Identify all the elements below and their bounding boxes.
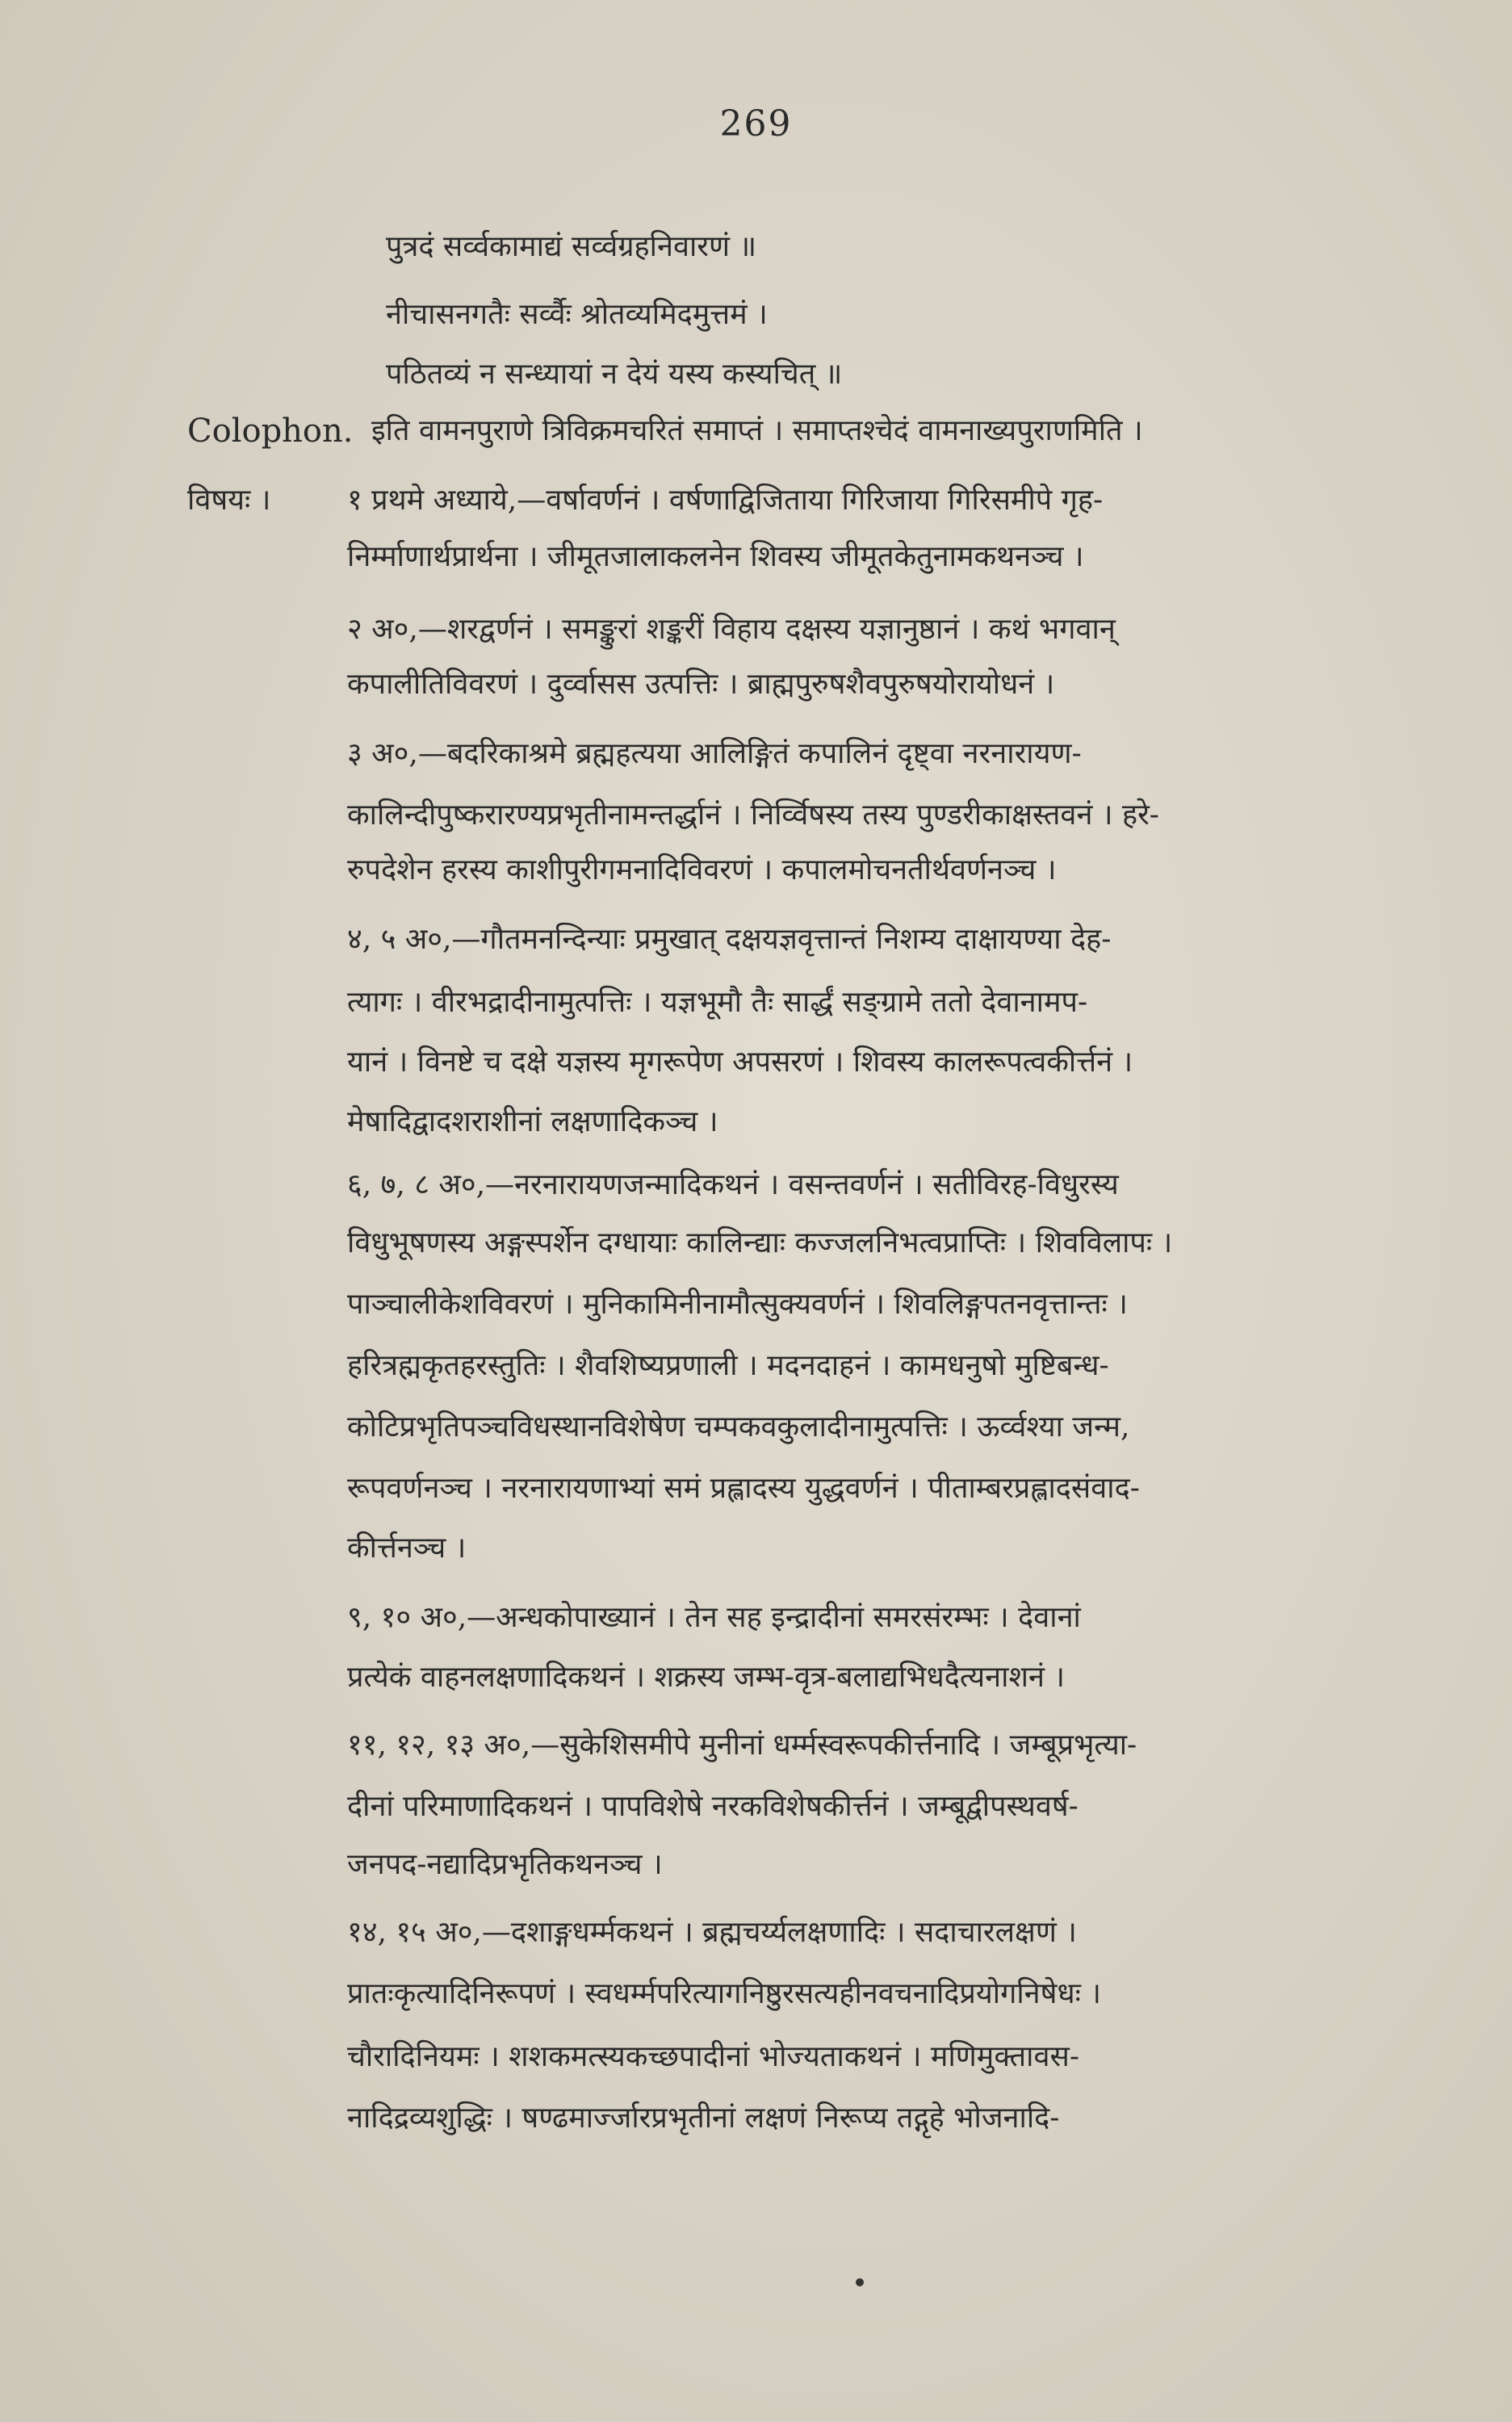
ink-dot — [856, 2278, 864, 2286]
contents-line: कीर्त्तनञ्च । — [347, 1532, 467, 1565]
contents-line: ६, ७, ८ अ०,—नरनारायणजन्मादिकथनं । वसन्तवर्णनं । सतीविरह-विधुरस्य — [347, 1168, 1119, 1201]
verse-line-3: पठितव्यं न सन्ध्यायां न देयं यस्य कस्यचित् ॥ — [386, 358, 843, 391]
verse-line-2: नीचासनगतैः सर्व्वैः श्रोतव्यमिदमुत्तमं । — [386, 298, 768, 331]
contents-line: १४, १५ अ०,—दशाङ्गधर्म्मकथनं । ब्रह्मचर्य्यलक्षणादिः । सदाचारलक्षणं । — [347, 1916, 1077, 1949]
contents-line: त्यागः । वीरभद्रादीनामुत्पत्तिः । यज्ञभूमौ तैः सार्द्धं सङ्ग्रामे ततो देवानामप- — [347, 986, 1088, 1019]
contents-line: १ प्रथमे अध्याये,—वर्षावर्णनं । वर्षणाद्विजिताया गिरिजाया गिरिसमीपे गृह- — [347, 484, 1104, 517]
contents-line: नादिद्रव्यशुद्धिः । षण्ढमार्ज्जारप्रभृतीनां लक्षणं निरूप्य तद्गृहे भोजनादि- — [347, 2101, 1060, 2135]
page-number: 269 — [719, 103, 793, 145]
colophon-label: Colophon. — [187, 413, 354, 450]
contents-line: जनपद-नद्यादिप्रभृतिकथनञ्च । — [347, 1848, 663, 1881]
contents-line: ४, ५ अ०,—गौतमनन्दिन्याः प्रमुखात् दक्षयज्ञवृत्तान्तं निशम्य दाक्षायण्या देह- — [347, 923, 1112, 956]
verse-line-1: पुत्रदं सर्व्वकामाद्यं सर्व्वग्रहनिवारणं ॥ — [386, 230, 757, 263]
contents-line: प्रत्येकं वाहनलक्षणादिकथनं । शक्रस्य जम्भ-वृत्र-बलाद्यभिधदैत्यनाशनं । — [347, 1661, 1066, 1694]
contents-line: ३ अ०,—बदरिकाश्रमे ब्रह्महत्यया आलिङ्गितं कपालिनं दृष्ट्वा नरनारायण- — [347, 737, 1082, 770]
colophon-text: इति वामनपुराणे त्रिविक्रमचरितं समाप्तं । समाप्तश्चेदं वामनाख्यपुराणमिति । — [371, 414, 1143, 447]
contents-line: मेषादिद्वादशराशीनां लक्षणादिकञ्च । — [347, 1105, 718, 1138]
contents-line: ९, १० अ०,—अन्धकोपाख्यानं । तेन सह इन्द्रादीनां समरसंरम्भः । देवानां — [347, 1601, 1081, 1634]
contents-line: कालिन्दीपुष्करारण्यप्रभृतीनामन्तर्द्धानं । निर्व्विषस्य तस्य पुण्डरीकाक्षस्तवनं । हरे- — [347, 798, 1159, 832]
contents-line: हरित्रह्मकृतहरस्तुतिः । शैवशिष्यप्रणाली । मदनदाहनं । कामधनुषो मुष्टिबन्ध- — [347, 1349, 1109, 1382]
contents-line: चौरादिनियमः । शशकमत्स्यकच्छपादीनां भोज्यताकथनं । मणिमुक्तावस- — [347, 2040, 1079, 2073]
contents-line: दीनां परिमाणादिकथनं । पापविशेषे नरकविशेषकीर्त्तनं । जम्बूद्वीपस्थवर्ष- — [347, 1790, 1079, 1823]
contents-line: २ अ०,—शरद्वर्णनं । समङ्कुरां शङ्करीं विहाय दक्षस्य यज्ञानुष्ठानं । कथं भगवान् — [347, 613, 1116, 646]
contents-line: कपालीतिविवरणं । दुर्व्वासस उत्पत्तिः । ब्राह्मपुरुषशैवपुरुषयोरायोधनं । — [347, 668, 1055, 701]
contents-line: रूपवर्णनञ्च । नरनारायणाभ्यां समं प्रह्लादस्य युद्धवर्णनं । पीताम्बरप्रह्लादसंवाद- — [347, 1472, 1140, 1505]
contents-line: यानं । विनष्टे च दक्षे यज्ञस्य मृगरूपेण अपसरणं । शिवस्य कालरूपत्वकीर्त्तनं । — [347, 1045, 1133, 1079]
contents-line: ११, १२, १३ अ०,—सुकेशिसमीपे मुनीनां धर्म्मस्वरूपकीर्त्तनादि । जम्बूप्रभृत्या- — [347, 1729, 1137, 1762]
contents-line: प्रातःकृत्यादिनिरूपणं । स्वधर्म्मपरित्यागनिष्ठुरसत्यहीनवचनादिप्रयोगनिषेधः । — [347, 1977, 1101, 2010]
contents-line: विधुभूषणस्य अङ्गस्पर्शेन दग्धायाः कालिन्द्याः कज्जलनिभत्वप्राप्तिः । शिवविलापः । — [347, 1226, 1173, 1259]
contents-line: पाञ्चालीकेशविवरणं । मुनिकामिनीनामौत्सुक्यवर्णनं । शिवलिङ्गपतनवृत्तान्तः । — [347, 1288, 1128, 1321]
contents-line: रुपदेशेन हरस्य काशीपुरीगमनादिविवरणं । कपालमोचनतीर्थवर्णनञ्च । — [347, 853, 1057, 886]
contents-line: निर्म्माणार्थप्रार्थना । जीमूतजालाकलनेन शिवस्य जीमूतकेतुनामकथनञ्च । — [347, 540, 1084, 573]
contents-line: कोटिप्रभृतिपञ्चविधस्थानविशेषेण चम्पकवकुलादीनामुत्पत्तिः । ऊर्व्वश्या जन्म, — [347, 1410, 1130, 1444]
vishaya-label: विषयः । — [187, 484, 271, 517]
